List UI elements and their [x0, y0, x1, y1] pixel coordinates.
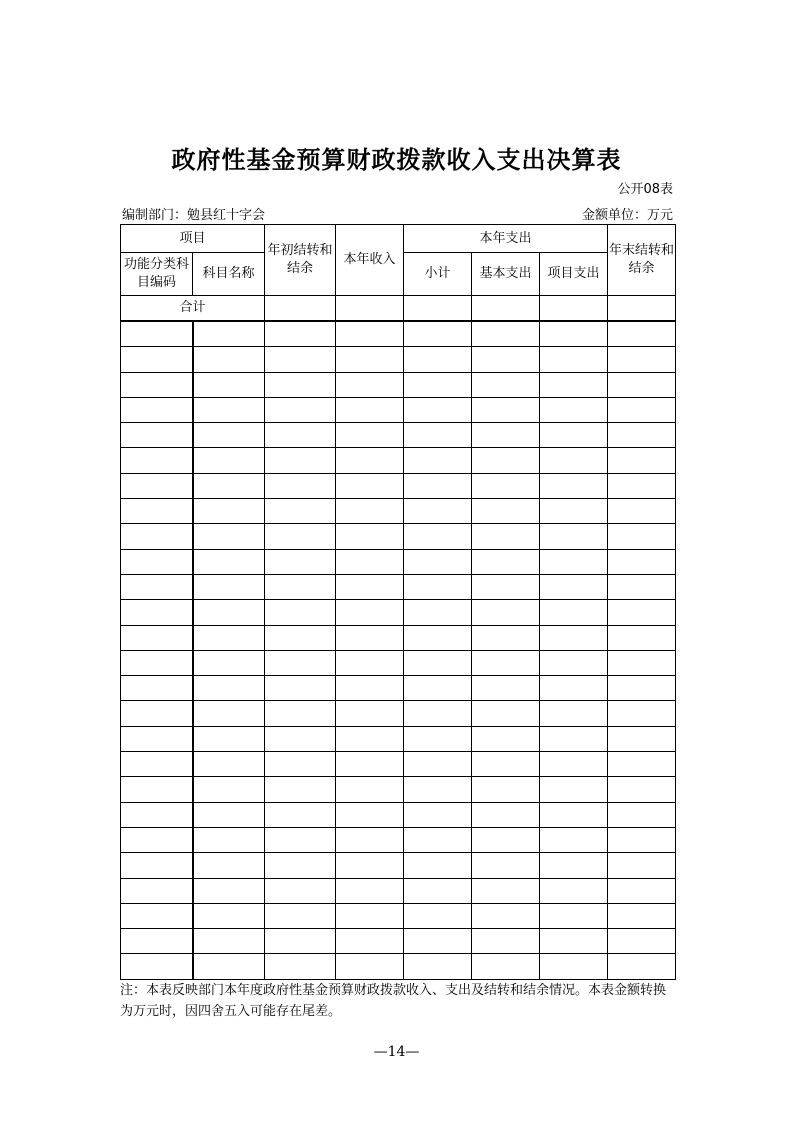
table-cell: [472, 574, 540, 599]
table-cell: [265, 397, 336, 422]
table-cell: [404, 676, 472, 701]
total-cell: [608, 296, 676, 322]
table-cell: [265, 600, 336, 625]
table-cell: [404, 625, 472, 650]
table-cell: [540, 423, 608, 448]
table-cell: [193, 448, 265, 473]
table-cell: [540, 878, 608, 903]
table-cell: [336, 853, 404, 878]
table-cell: [540, 827, 608, 852]
header-subject-name: 科目名称: [193, 253, 265, 296]
table-cell: [121, 777, 193, 802]
page-title: 政府性基金预算财政拨款收入支出决算表: [171, 146, 622, 174]
table-cell: [608, 726, 676, 751]
table-cell: [336, 397, 404, 422]
table-cell: [121, 423, 193, 448]
table-cell: [472, 549, 540, 574]
table-cell: [265, 423, 336, 448]
table-cell: [265, 473, 336, 498]
table-cell: [540, 777, 608, 802]
table-cell: [121, 499, 193, 524]
table-cell: [472, 929, 540, 954]
table-cell: [336, 726, 404, 751]
table-row: [121, 954, 676, 979]
table-cell: [121, 574, 193, 599]
table-cell: [336, 676, 404, 701]
table-cell: [472, 676, 540, 701]
table-cell: [540, 676, 608, 701]
table-cell: [121, 726, 193, 751]
table-cell: [404, 878, 472, 903]
table-cell: [472, 448, 540, 473]
table-cell: [472, 827, 540, 852]
table-cell: [121, 954, 193, 979]
table-cell: [540, 574, 608, 599]
table-number: 公开08表: [617, 182, 673, 197]
table-cell: [404, 524, 472, 549]
header-begin-balance: 年初结转和结余: [265, 225, 336, 296]
table-cell: [404, 574, 472, 599]
table-cell: [540, 903, 608, 928]
table-row: [121, 701, 676, 726]
table-row: [121, 423, 676, 448]
table-cell: [265, 549, 336, 574]
table-cell: [193, 600, 265, 625]
table-cell: [608, 802, 676, 827]
table-cell: [404, 903, 472, 928]
table-cell: [608, 347, 676, 372]
total-cell: [404, 296, 472, 322]
table-cell: [608, 625, 676, 650]
table-cell: [265, 676, 336, 701]
budget-table: [120, 224, 676, 980]
table-row: [121, 448, 676, 473]
table-row: [121, 726, 676, 751]
table-cell: [472, 878, 540, 903]
table-cell: [265, 574, 336, 599]
department-label: 编制部门：勉县红十字会: [122, 208, 266, 223]
table-cell: [472, 397, 540, 422]
table-cell: [336, 574, 404, 599]
table-cell: [121, 701, 193, 726]
table-cell: [404, 397, 472, 422]
table-cell: [404, 827, 472, 852]
table-cell: [121, 752, 193, 777]
table-cell: [404, 347, 472, 372]
total-cell: [540, 296, 608, 322]
table-cell: [404, 321, 472, 347]
table-cell: [608, 676, 676, 701]
table-cell: [608, 549, 676, 574]
table-cell: [336, 827, 404, 852]
table-cell: [193, 676, 265, 701]
table-cell: [193, 650, 265, 675]
header-expense: 本年支出: [404, 225, 608, 253]
table-cell: [336, 954, 404, 979]
table-row: [121, 473, 676, 498]
table-cell: [193, 372, 265, 397]
table-cell: [193, 397, 265, 422]
table-cell: [472, 903, 540, 928]
table-cell: [265, 347, 336, 372]
table-cell: [336, 499, 404, 524]
header-func-code: 功能分类科目编码: [121, 253, 193, 296]
table-cell: [540, 473, 608, 498]
total-cell: [472, 296, 540, 322]
table-cell: [265, 372, 336, 397]
table-cell: [404, 954, 472, 979]
table-cell: [265, 827, 336, 852]
table-cell: [121, 397, 193, 422]
table-cell: [265, 625, 336, 650]
header-income: 本年收入: [336, 225, 404, 296]
table-cell: [336, 903, 404, 928]
table-cell: [404, 372, 472, 397]
table-cell: [608, 827, 676, 852]
table-cell: [121, 600, 193, 625]
table-cell: [336, 625, 404, 650]
table-cell: [608, 853, 676, 878]
table-cell: [608, 321, 676, 347]
table-cell: [193, 853, 265, 878]
table-cell: [404, 499, 472, 524]
table-cell: [540, 448, 608, 473]
table-row: [121, 853, 676, 878]
table-row: [121, 827, 676, 852]
table-cell: [265, 499, 336, 524]
table-cell: [121, 802, 193, 827]
table-cell: [472, 650, 540, 675]
table-cell: [472, 600, 540, 625]
table-cell: [336, 650, 404, 675]
table-cell: [193, 423, 265, 448]
table-cell: [193, 827, 265, 852]
table-cell: [121, 321, 193, 347]
table-cell: [472, 853, 540, 878]
table-cell: [336, 878, 404, 903]
table-cell: [540, 347, 608, 372]
total-cell: [265, 296, 336, 322]
table-cell: [472, 726, 540, 751]
table-cell: [265, 929, 336, 954]
table-cell: [404, 600, 472, 625]
table-cell: [540, 321, 608, 347]
table-cell: [336, 347, 404, 372]
table-row: [121, 929, 676, 954]
table-cell: [336, 448, 404, 473]
table-cell: [608, 372, 676, 397]
table-cell: [608, 752, 676, 777]
table-cell: [121, 827, 193, 852]
table-cell: [336, 549, 404, 574]
table-cell: [336, 600, 404, 625]
table-cell: [121, 524, 193, 549]
table-cell: [472, 499, 540, 524]
table-cell: [121, 903, 193, 928]
table-cell: [121, 929, 193, 954]
table-cell: [121, 448, 193, 473]
table-cell: [472, 802, 540, 827]
table-cell: [121, 853, 193, 878]
table-cell: [265, 954, 336, 979]
header-item: 项目: [121, 225, 265, 253]
table-cell: [608, 448, 676, 473]
table-cell: [193, 726, 265, 751]
table-cell: [121, 676, 193, 701]
table-row: [121, 777, 676, 802]
table-cell: [404, 726, 472, 751]
table-cell: [404, 929, 472, 954]
table-cell: [608, 574, 676, 599]
table-cell: [404, 802, 472, 827]
table-cell: [265, 524, 336, 549]
table-cell: [336, 701, 404, 726]
table-cell: [608, 600, 676, 625]
table-cell: [540, 752, 608, 777]
table-cell: [404, 423, 472, 448]
table-cell: [608, 777, 676, 802]
total-label: 合计: [121, 296, 265, 322]
table-cell: [121, 372, 193, 397]
table-cell: [540, 397, 608, 422]
table-cell: [472, 347, 540, 372]
table-cell: [265, 878, 336, 903]
table-cell: [608, 929, 676, 954]
table-cell: [265, 752, 336, 777]
table-cell: [608, 701, 676, 726]
table-cell: [193, 903, 265, 928]
table-cell: [404, 549, 472, 574]
table-cell: [608, 903, 676, 928]
table-cell: [540, 853, 608, 878]
header-subtotal: 小计: [404, 253, 472, 296]
table-cell: [608, 524, 676, 549]
table-cell: [608, 954, 676, 979]
table-row: [121, 650, 676, 675]
table-cell: [540, 524, 608, 549]
table-row: [121, 372, 676, 397]
table-cell: [472, 701, 540, 726]
table-cell: [265, 903, 336, 928]
table-cell: [265, 701, 336, 726]
table-cell: [193, 574, 265, 599]
table-cell: [121, 347, 193, 372]
table-cell: [265, 726, 336, 751]
table-cell: [540, 650, 608, 675]
table-cell: [608, 499, 676, 524]
table-cell: [472, 752, 540, 777]
table-cell: [404, 853, 472, 878]
table-row: [121, 752, 676, 777]
table-cell: [336, 372, 404, 397]
table-row: [121, 574, 676, 599]
table-cell: [540, 600, 608, 625]
table-cell: [472, 473, 540, 498]
table-cell: [193, 954, 265, 979]
table-cell: [336, 423, 404, 448]
table-row: [121, 802, 676, 827]
table-row: [121, 499, 676, 524]
table-cell: [121, 878, 193, 903]
unit-label: 金额单位：万元: [581, 208, 673, 223]
table-row: [121, 524, 676, 549]
table-cell: [540, 802, 608, 827]
table-cell: [404, 752, 472, 777]
table-cell: [265, 448, 336, 473]
table-cell: [472, 777, 540, 802]
table-cell: [336, 802, 404, 827]
table-cell: [472, 954, 540, 979]
table-cell: [540, 625, 608, 650]
table-cell: [193, 701, 265, 726]
table-cell: [193, 777, 265, 802]
table-cell: [265, 777, 336, 802]
table-cell: [336, 321, 404, 347]
table-cell: [472, 372, 540, 397]
table-cell: [193, 878, 265, 903]
table-cell: [265, 853, 336, 878]
table-cell: [404, 473, 472, 498]
total-cell: [336, 296, 404, 322]
table-cell: [608, 473, 676, 498]
table-cell: [540, 954, 608, 979]
table-cell: [608, 397, 676, 422]
table-cell: [193, 549, 265, 574]
table-cell: [540, 499, 608, 524]
table-cell: [336, 473, 404, 498]
table-cell: [336, 929, 404, 954]
table-row: [121, 347, 676, 372]
table-cell: [608, 423, 676, 448]
table-cell: [121, 625, 193, 650]
table-row: [121, 321, 676, 347]
table-cell: [540, 726, 608, 751]
table-cell: [193, 802, 265, 827]
table-cell: [336, 752, 404, 777]
table-cell: [472, 321, 540, 347]
table-row: [121, 903, 676, 928]
footnote: 注：本表反映部门本年度政府性基金预算财政拨款收入、支出及结转和结余情况。本表金额转换为万元时，因四舍五入可能存在尾差。: [120, 983, 667, 1019]
table-cell: [193, 752, 265, 777]
table-cell: [193, 625, 265, 650]
table-cell: [193, 929, 265, 954]
table-cell: [540, 549, 608, 574]
table-cell: [608, 650, 676, 675]
table-row: [121, 549, 676, 574]
table-cell: [193, 524, 265, 549]
table-cell: [404, 777, 472, 802]
table-cell: [193, 473, 265, 498]
table-cell: [193, 321, 265, 347]
table-cell: [336, 524, 404, 549]
header-basic-expense: 基本支出: [472, 253, 540, 296]
table-cell: [265, 802, 336, 827]
table-cell: [608, 878, 676, 903]
table-cell: [193, 499, 265, 524]
header-project-expense: 项目支出: [540, 253, 608, 296]
table-cell: [404, 448, 472, 473]
table-cell: [193, 347, 265, 372]
table-cell: [540, 372, 608, 397]
table-row: [121, 397, 676, 422]
table-cell: [472, 524, 540, 549]
table-cell: [265, 321, 336, 347]
table-cell: [121, 473, 193, 498]
table-row: [121, 625, 676, 650]
table-row: [121, 676, 676, 701]
table-cell: [404, 650, 472, 675]
table-cell: [472, 423, 540, 448]
table-cell: [472, 625, 540, 650]
table-cell: [336, 777, 404, 802]
table-cell: [540, 701, 608, 726]
header-end-balance: 年末结转和结余: [608, 225, 676, 296]
table-cell: [265, 650, 336, 675]
table-row: [121, 600, 676, 625]
table-row: [121, 878, 676, 903]
page-number: —14—: [373, 1044, 420, 1060]
table-cell: [121, 650, 193, 675]
table-cell: [540, 929, 608, 954]
table-cell: [121, 549, 193, 574]
table-cell: [404, 701, 472, 726]
